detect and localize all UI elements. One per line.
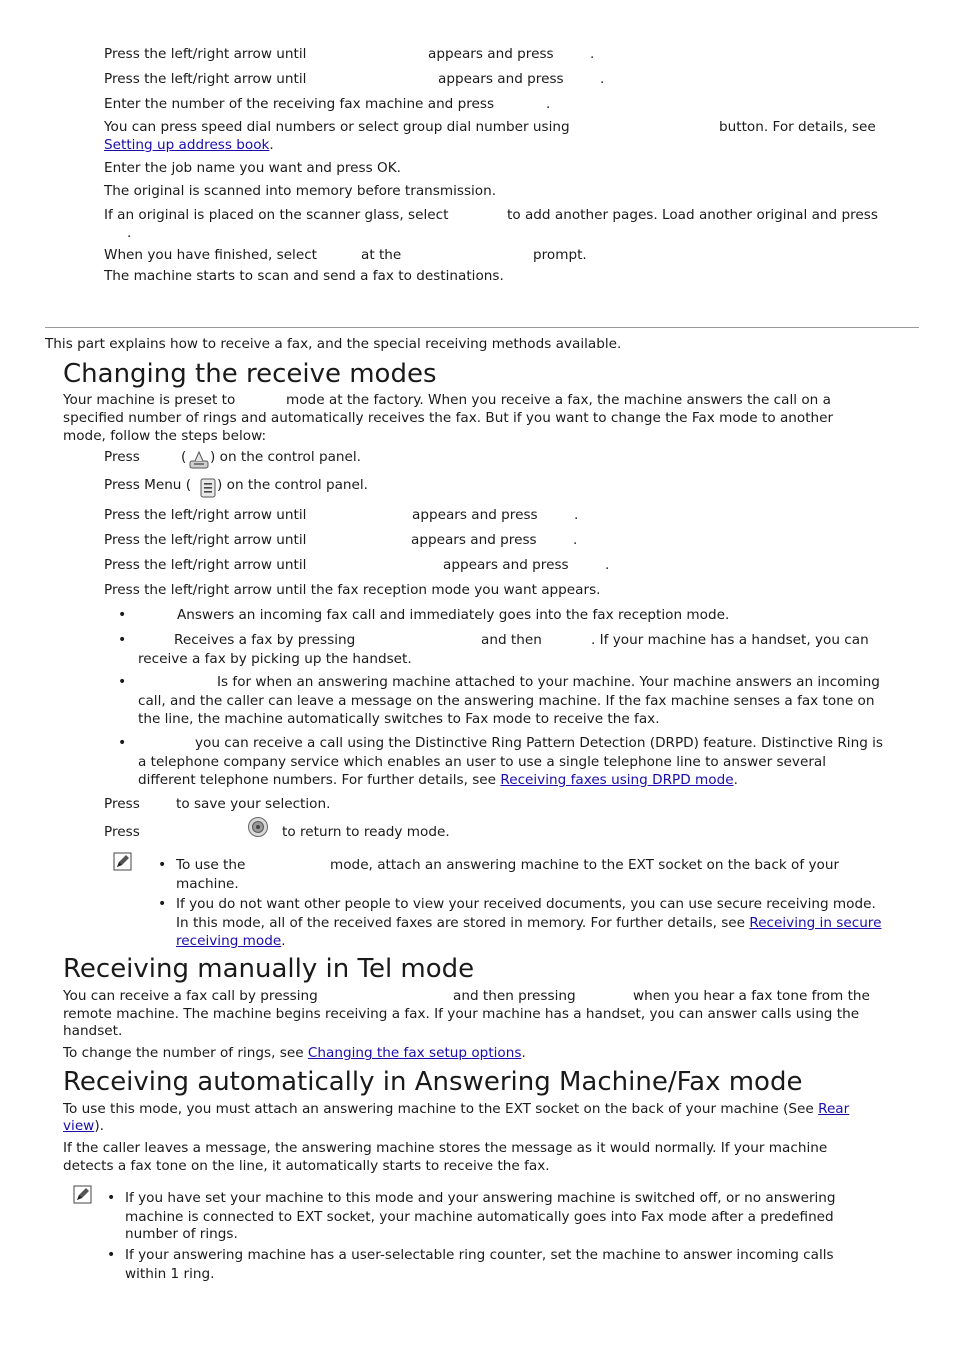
bullet-text: Is for when an answering machine attached to your machine. Your machine answers an incoming: [217, 674, 880, 690]
step-text: at the: [361, 247, 402, 263]
bullet-text: a telephone company service which enables an user to use a single telephone line to answer several: [138, 754, 827, 770]
link-receiving-secure-mode[interactable]: Receiving in secure: [749, 915, 882, 931]
note-text: If you do not want other people to view your received documents, you can use secure receiving mode.: [176, 896, 876, 912]
step-text: appears and press: [412, 507, 538, 523]
punct: .: [269, 137, 274, 153]
section-divider: [45, 327, 919, 328]
step-text: appears and press: [428, 46, 554, 62]
bullet-text: Answers an incoming fax call and immediately goes into the fax reception mode.: [177, 607, 730, 623]
step-text: Enter the number of the receiving fax machine and press: [104, 96, 495, 112]
para-text: mode at the factory. When you receive a fax, the machine answers the call on a: [286, 392, 831, 408]
link-changing-fax-setup-options[interactable]: Changing the fax setup options: [307, 1045, 522, 1061]
note-text: machine is connected to EXT socket, your machine automatically goes into Fax mode after a predefined: [125, 1209, 834, 1225]
para-text: and then pressing: [453, 988, 576, 1004]
note-text: within 1 ring.: [125, 1266, 215, 1282]
step-text: (: [181, 449, 187, 465]
menu-icon: [198, 477, 218, 499]
link-rear-view-cont[interactable]: view: [63, 1118, 95, 1134]
step-text: Press: [104, 449, 140, 465]
para-line: [63, 1044, 526, 1062]
heading-changing-receive-modes: Changing the receive modes: [63, 359, 437, 389]
note-text: If your answering machine has a user-selectable ring counter, set the machine to answer incoming calls: [125, 1247, 834, 1263]
bullet: •: [158, 896, 167, 912]
punct: .: [733, 772, 738, 788]
step-line: [104, 136, 274, 154]
step-text: .: [600, 71, 605, 87]
step-text: ) on the control panel.: [210, 449, 361, 465]
step-text: Press: [104, 796, 140, 812]
step-text: Press: [104, 824, 140, 840]
step-text: You can press speed dial numbers or select group dial number using: [104, 119, 570, 135]
step-text: Press Menu (: [104, 477, 192, 493]
step-text: .: [573, 532, 578, 548]
note-line: [176, 932, 286, 950]
para-text: handset.: [63, 1023, 123, 1039]
heading-receiving-manually-tel: Receiving manually in Tel mode: [63, 954, 475, 984]
step-text: to save your selection.: [176, 796, 331, 812]
para-text: Your machine is preset to: [63, 392, 236, 408]
bullet: •: [158, 857, 167, 873]
step-text: The machine starts to scan and send a fax to destinations.: [104, 268, 504, 284]
note-text: To use the: [176, 857, 246, 873]
step-text: .: [590, 46, 595, 62]
step-text: Press the left/right arrow until: [104, 46, 307, 62]
punct: ).: [94, 1118, 104, 1134]
step-text: Press the left/right arrow until: [104, 557, 307, 573]
step-text: to return to ready mode.: [282, 824, 450, 840]
bullet: •: [107, 1190, 116, 1206]
note-line: [176, 914, 881, 932]
bullet-text: call, and the caller can leave a message on the answering machine. If the fax machine senses a fax tone on: [138, 693, 875, 709]
bullet-text: the line, the machine automatically switches to Fax mode to receive the fax.: [138, 711, 660, 727]
step-text: ) on the control panel.: [217, 477, 368, 493]
step-text: to add another pages. Load another original and press: [507, 207, 878, 223]
step-text: appears and press: [443, 557, 569, 573]
para-text: To change the number of rings, see: [63, 1045, 304, 1061]
link-receiving-secure-mode-cont[interactable]: receiving mode: [176, 933, 282, 949]
link-rear-view[interactable]: Rear: [818, 1101, 850, 1117]
bullet-text: different telephone numbers. For further details, see: [138, 772, 497, 788]
fax-icon: [187, 449, 211, 471]
para-text: If the caller leaves a message, the answering machine stores the message as it would normally. If your machine: [63, 1140, 828, 1156]
step-text: Press the left/right arrow until: [104, 507, 307, 523]
step-text: Press the left/right arrow until: [104, 532, 307, 548]
step-text: If an original is placed on the scanner glass, select: [104, 207, 449, 223]
para-line: [63, 1117, 104, 1135]
para-text: when you hear a fax tone from the: [633, 988, 870, 1004]
para-text: detects a fax tone on the line, it automatically starts to receive the fax.: [63, 1158, 550, 1174]
heading-receiving-automatically-am-fax: Receiving automatically in Answering Machine/Fax mode: [63, 1067, 803, 1097]
para-line: [63, 1100, 849, 1118]
step-text: .: [605, 557, 610, 573]
note-text: In this mode, all of the received faxes are stored in memory. For further details, see: [176, 915, 746, 931]
bullet-text: you can receive a call using the Distinctive Ring Pattern Detection (DRPD) feature. Distinctive Ring is: [195, 735, 883, 751]
intro-text: This part explains how to receive a fax, and the special receiving methods available.: [45, 336, 622, 352]
note-icon: [113, 852, 132, 871]
step-text: .: [574, 507, 579, 523]
punct: .: [281, 933, 286, 949]
bullet-text: Receives a fax by pressing: [174, 632, 356, 648]
para-text: specified number of rings and automatically receives the fax. But if you want to change the Fax mode to another: [63, 410, 834, 426]
step-text: Enter the job name you want and press OK.: [104, 160, 401, 176]
link-setting-up-address-book[interactable]: Setting up address book: [104, 137, 270, 153]
para-text: You can receive a fax call by pressing: [63, 988, 318, 1004]
step-text: Press the left/right arrow until: [104, 71, 307, 87]
step-text: When you have finished, select: [104, 247, 318, 263]
note-text: If you have set your machine to this mode and your answering machine is switched off, or no answering: [125, 1190, 836, 1206]
para-text: mode, follow the steps below:: [63, 428, 267, 444]
step-text: appears and press: [411, 532, 537, 548]
bullet: •: [107, 1247, 116, 1263]
para-text: remote machine. The machine begins receiving a fax. If your machine has a handset, you can answer calls using the: [63, 1006, 860, 1022]
note-text: number of rings.: [125, 1226, 238, 1242]
bullet: •: [118, 607, 127, 623]
step-text: .: [546, 96, 551, 112]
bullet-text: . If your machine has a handset, you can: [591, 632, 869, 648]
bullet: •: [118, 735, 127, 751]
note-icon: [73, 1185, 92, 1204]
bullet-text: receive a fax by picking up the handset.: [138, 651, 412, 667]
link-receiving-faxes-drpd[interactable]: Receiving faxes using DRPD mode: [500, 772, 734, 788]
note-text: mode, attach an answering machine to the EXT socket on the back of your: [330, 857, 840, 873]
step-text: appears and press: [438, 71, 564, 87]
note-text: machine.: [176, 876, 239, 892]
bullet-text: and then: [481, 632, 542, 648]
step-text: .: [127, 225, 132, 241]
step-text: The original is scanned into memory before transmission.: [104, 183, 497, 199]
step-text: button. For details, see: [719, 119, 876, 135]
step-text: prompt.: [533, 247, 587, 263]
bullet: •: [118, 674, 127, 690]
step-line: [104, 45, 306, 63]
punct: .: [521, 1045, 526, 1061]
bullet-line: [138, 771, 738, 789]
step-text: Press the left/right arrow until the fax reception mode you want appears.: [104, 582, 601, 598]
stop-clear-icon: [247, 816, 269, 838]
para-text: To use this mode, you must attach an answering machine to the EXT socket on the back of your machine (See: [63, 1101, 814, 1117]
bullet: •: [118, 632, 127, 648]
